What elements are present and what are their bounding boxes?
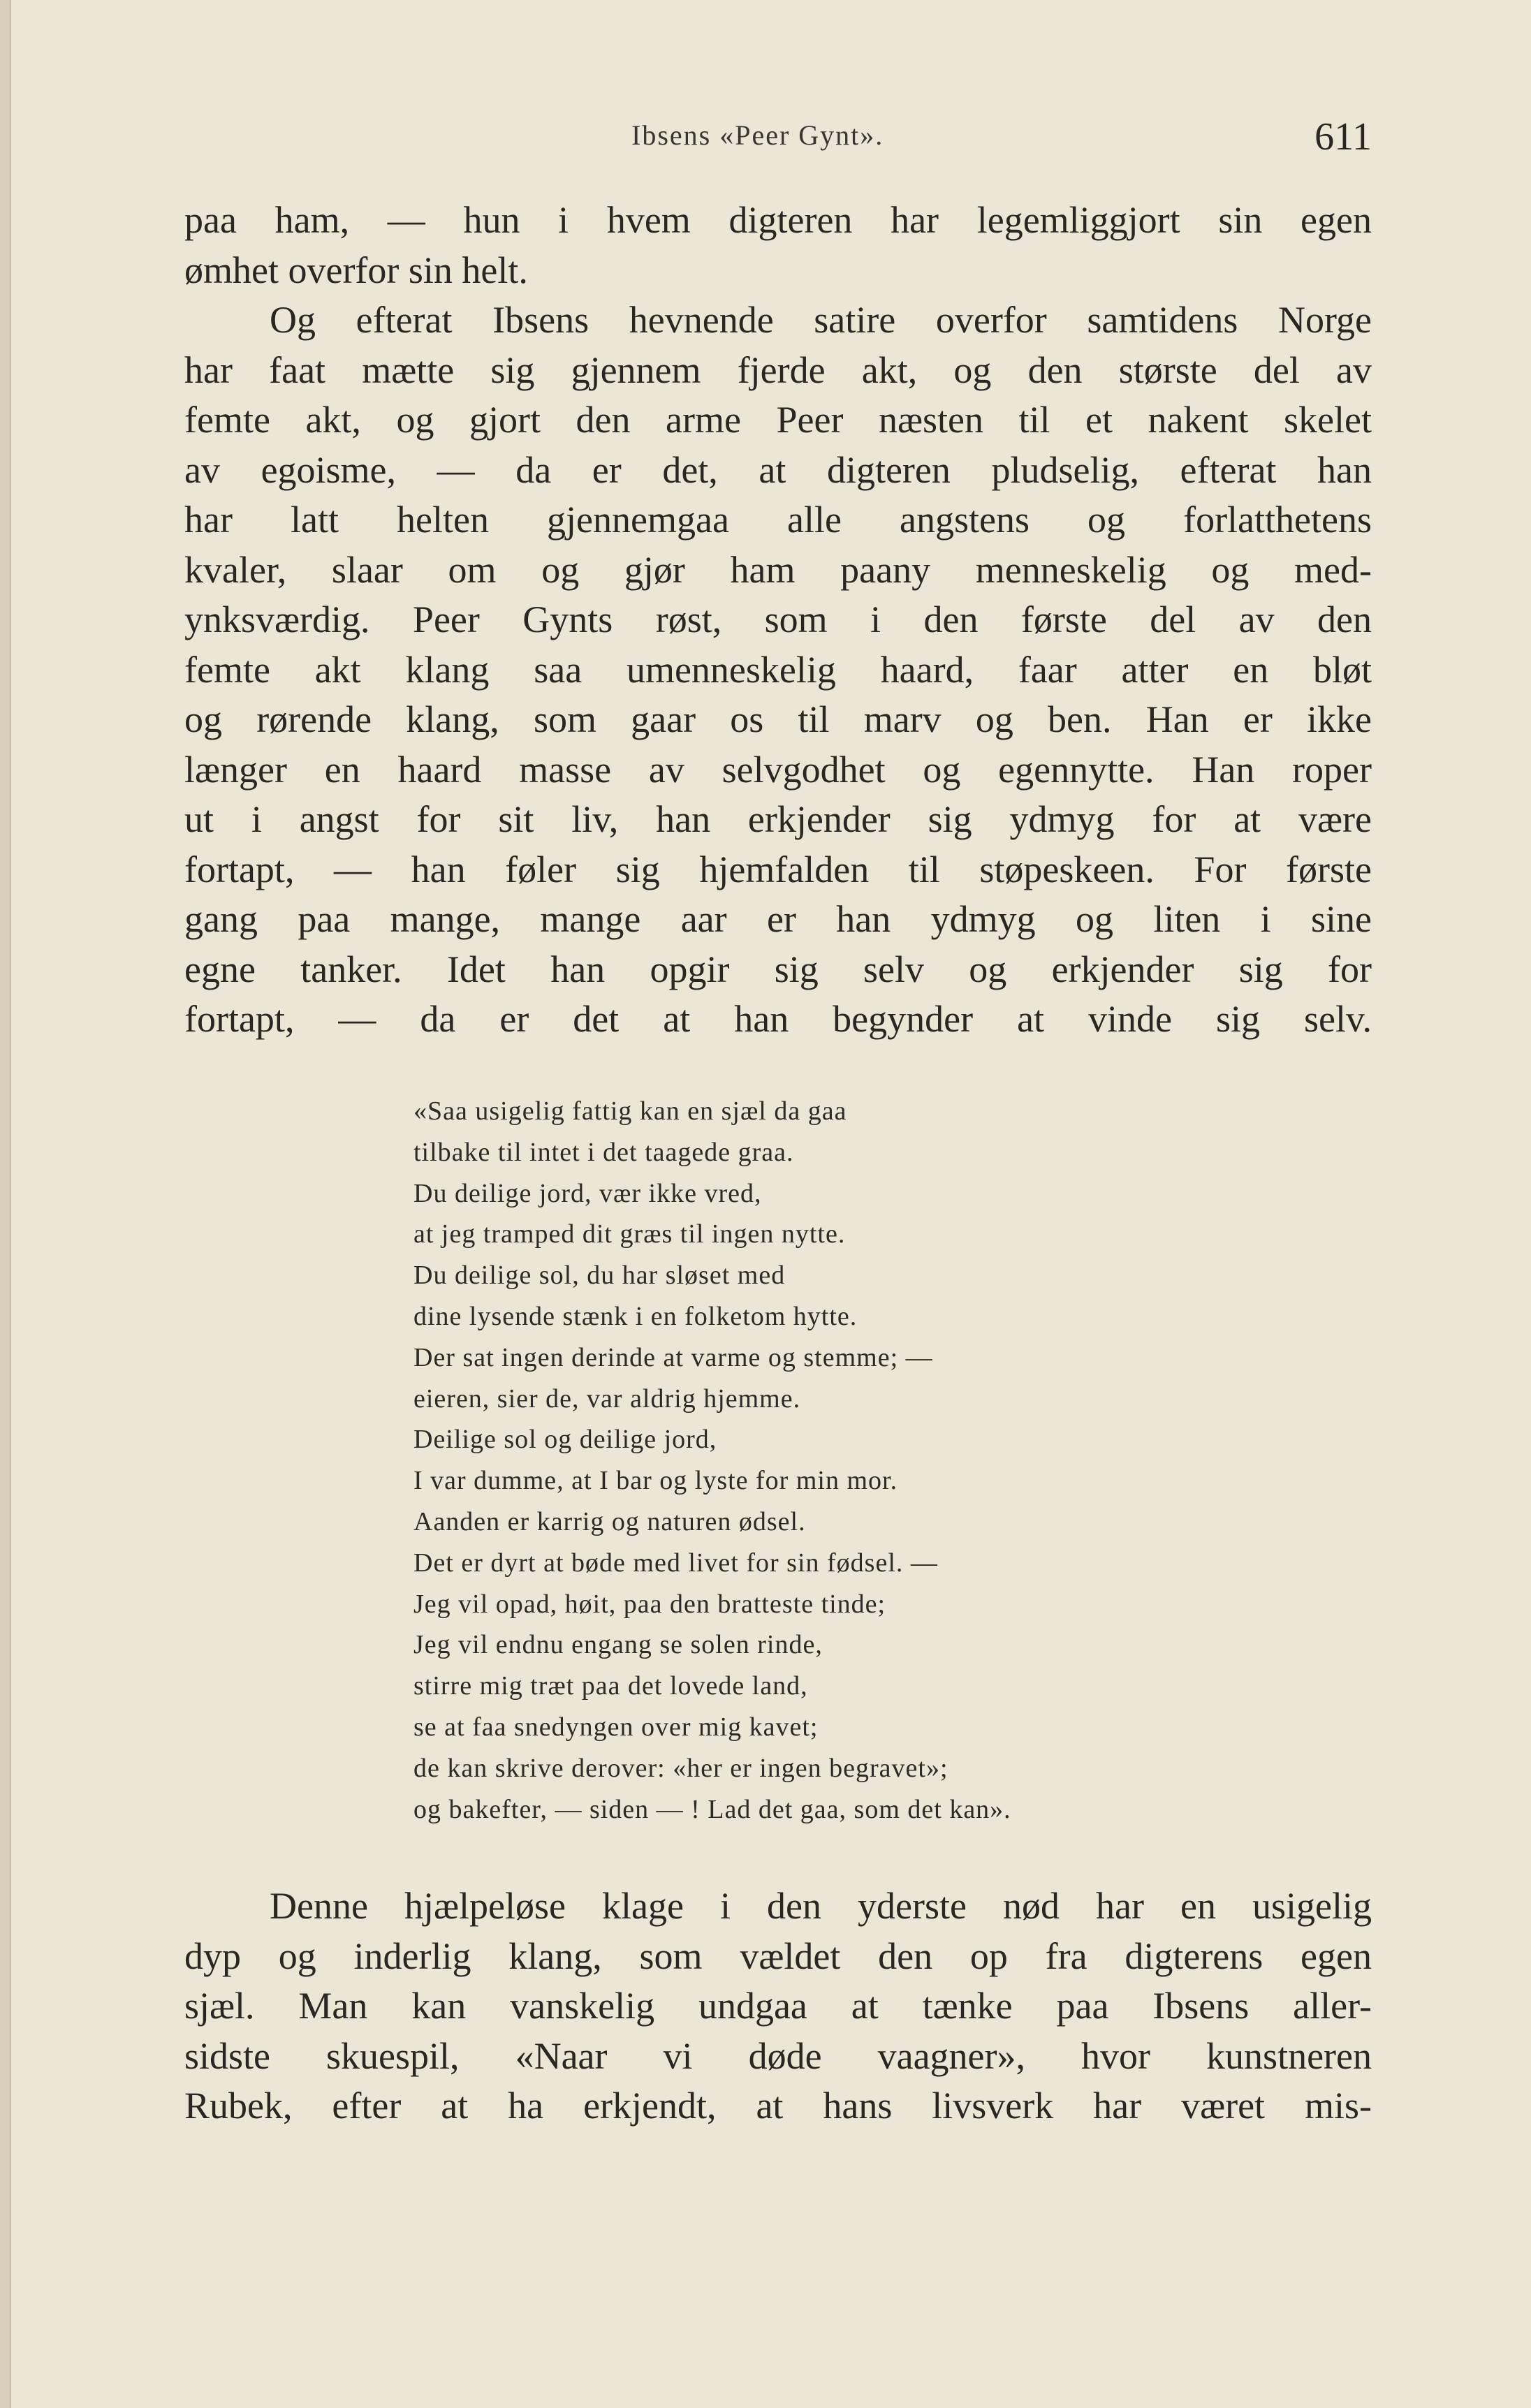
page-binding-edge	[0, 0, 11, 2408]
text-line: ømhet overfor sin helt.	[184, 249, 528, 291]
text-line: femte akt klang saa umenneskelig haard, faar atter en bløt	[184, 648, 1372, 691]
poem-line: Deilige sol og deilige jord,	[413, 1425, 717, 1455]
text-line: paa ham, — hun i hvem digteren har legemliggjort sin egen	[184, 199, 1372, 241]
poem-line: stirre mig træt paa det lovede land,	[413, 1671, 808, 1701]
poem-line: Der sat ingen derinde at varme og stemme; —	[413, 1342, 933, 1372]
poem-line: at jeg tramped dit græs til ingen nytte.	[413, 1219, 846, 1249]
poem-line: Du deilige sol, du har sløset med	[413, 1261, 786, 1291]
paragraph-2	[184, 295, 1372, 1045]
poem-line: Du deilige jord, vær ikke vred,	[413, 1178, 762, 1208]
text-line: av egoisme, — da er det, at digteren pludselig, efterat han	[184, 448, 1372, 491]
poem-line: I var dumme, at I bar og lyste for min mor.	[413, 1466, 898, 1496]
text-line: og rørende klang, som gaar os til marv og ben. Han er ikke	[184, 698, 1372, 740]
paragraph-1	[184, 196, 1372, 295]
text-line: gang paa mange, mange aar er han ydmyg og liten i sine	[184, 898, 1372, 940]
text-line: egne tanker. Idet han opgir sig selv og erkjender sig for	[184, 948, 1372, 990]
text-line: Rubek, efter at ha erkjendt, at hans livsverk har været mis-	[184, 2085, 1372, 2127]
text-line: sidste skuespil, «Naar vi døde vaagner», hvor kunstneren	[184, 2034, 1372, 2077]
text-line: fortapt, — da er det at han begynder at vinde sig selv.	[184, 998, 1372, 1040]
poem-line: Jeg vil opad, høit, paa den bratteste tinde;	[413, 1589, 886, 1619]
poem-quotation	[413, 1091, 1321, 1830]
poem-line: «Saa usigelig fattig kan en sjæl da gaa	[413, 1096, 847, 1126]
text-line: femte akt, og gjort den arme Peer næsten til et nakent skelet	[184, 399, 1372, 441]
poem-line: Aanden er karrig og naturen ødsel.	[413, 1506, 806, 1536]
text-line: Og efterat Ibsens hevnende satire overfor samtidens Norge	[270, 299, 1372, 341]
page-header	[184, 115, 1372, 161]
text-line: dyp og inderlig klang, som vældet den op fra digterens egen	[184, 1935, 1372, 1977]
text-line: har latt helten gjennemgaa alle angstens og forlatthetens	[184, 499, 1372, 541]
poem-line: og bakefter, — siden — ! Lad det gaa, som det kan».	[413, 1794, 1011, 1824]
text-line: ut i angst for sit liv, han erkjender sig ydmyg for at være	[184, 798, 1372, 840]
poem-line: Jeg vil endnu engang se solen rinde,	[413, 1630, 823, 1660]
text-line: længer en haard masse av selvgodhet og egennytte. Han roper	[184, 748, 1372, 791]
poem-line: eieren, sier de, var aldrig hjemme.	[413, 1383, 801, 1414]
text-line: har faat mætte sig gjennem fjerde akt, og den største del av	[184, 348, 1372, 391]
text-line: sjæl. Man kan vanskelig undgaa at tænke paa Ibsens aller-	[184, 1985, 1372, 2027]
page-number: 611	[1314, 115, 1372, 159]
text-line: Denne hjælpeløse klage i den yderste nød har en usigelig	[270, 1885, 1372, 1927]
poem-line: Det er dyrt at bøde med livet for sin fødsel. —	[413, 1548, 938, 1578]
text-line: fortapt, — han føler sig hjemfalden til støpeskeen. For første	[184, 848, 1372, 890]
text-line: ynksværdig. Peer Gynts røst, som i den første del av den	[184, 599, 1372, 640]
paragraph-3	[184, 1881, 1372, 2131]
poem-line: de kan skrive derover: «her er ingen begravet»;	[413, 1753, 948, 1783]
text-line: kvaler, slaar om og gjør ham paany menneskelig og med-	[184, 548, 1372, 591]
running-title: Ibsens «Peer Gynt».	[631, 119, 884, 151]
poem-line: dine lysende stænk i en folketom hytte.	[413, 1301, 858, 1331]
poem-line: se at faa snedyngen over mig kavet;	[413, 1712, 819, 1742]
poem-line: tilbake til intet i det taagede graa.	[413, 1137, 794, 1167]
